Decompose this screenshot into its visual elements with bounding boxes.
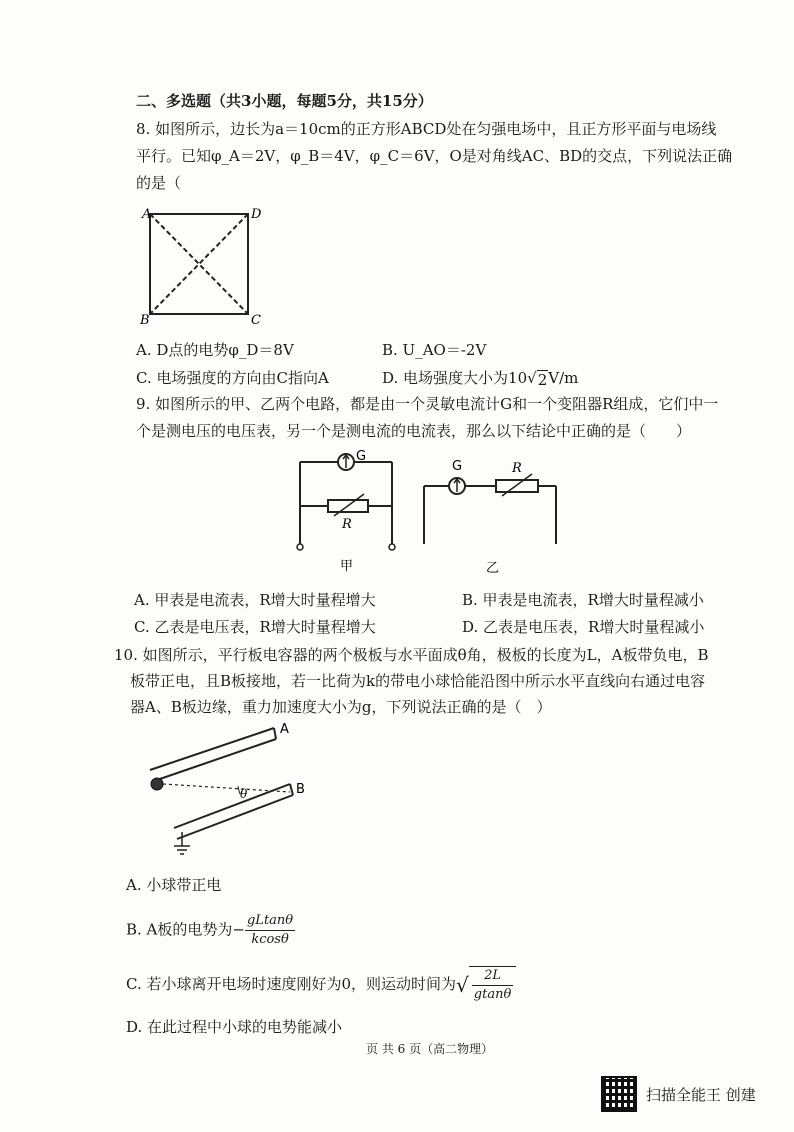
q8-option-d-prefix: D. 电场强度大小为10 — [382, 369, 528, 387]
q8-option-d-radicand: 2 — [537, 370, 548, 389]
q8-square-figure — [130, 200, 270, 330]
q10-option-c-radical — [469, 966, 517, 1004]
q10-option-c: C. 若小球离开电场时速度刚好为0，则运动时间为√ $\frac{2L}{gtan\theta}$ — [126, 966, 516, 1004]
q8-option-b: B. U_AO＝-2V — [382, 341, 487, 359]
qr-code-icon — [601, 1076, 637, 1112]
q10-option-b-prefix: B. A板的电势为 — [126, 920, 233, 939]
q10-option-b-fraction — [245, 912, 295, 949]
q8-label-a: A — [142, 207, 152, 222]
q9-caption-jia: 甲 — [340, 559, 354, 574]
variable-resistor-icon — [496, 480, 538, 492]
q9-yi-g-label: G — [452, 459, 463, 474]
q10-option-b-numerator: gLtanθ — [245, 912, 295, 931]
q10-label-a: A — [280, 722, 289, 737]
q9-jia-g-label: G — [356, 449, 367, 464]
section-title: 二、多选题（共3小题，每题5分，共15分） — [136, 92, 433, 110]
q8-option-d-unit: V/m — [548, 369, 579, 387]
circuit-yi — [424, 459, 556, 576]
q9-jia-r-label: R — [342, 517, 352, 532]
q8-label-d: D — [251, 207, 262, 222]
q10-theta-label: θ — [240, 787, 248, 801]
q10-label-b: B — [296, 782, 305, 797]
q9-yi-r-label: R — [512, 461, 522, 476]
q8-text-line3: 的是（ — [136, 174, 182, 192]
q10-option-d: D. 在此过程中小球的电势能减小 — [126, 1018, 343, 1036]
q9-circuit-figure — [290, 448, 570, 578]
q9-option-d: D. 乙表是电压表，R增大时量程减小 — [462, 618, 705, 636]
q8-label-c: C — [251, 313, 261, 328]
scanner-brand: 扫描全能王 创建 — [646, 1086, 756, 1104]
q9-option-a: A. 甲表是电流表，R增大时量程增大 — [134, 591, 376, 609]
q10-text-line1: 10. 如图所示，平行板电容器的两个极板与水平面成θ角，极板的长度为L，A板带负电，B — [114, 646, 709, 664]
q8-text-line2: 平行。已知φ_A＝2V，φ_B＝4V，φ_C＝6V，O是对角线AC、BD的交点，下列说法正确 — [136, 147, 733, 165]
q9-text-line2: 个是测电压的电压表，另一个是测电流的电流表，那么以下结论中正确的是（ ） — [136, 422, 692, 440]
q8-text-line1: 8. 如图所示，边长为a＝10cm的正方形ABCD处在匀强电场中，且正方形平面与电场线 — [136, 120, 717, 138]
q10-text-line2: 板带正电，且B板接地，若一比荷为k的带电小球恰能沿图中所示水平直线向右通过电容 — [130, 672, 706, 690]
q8-option-c: C. 电场强度的方向由C指向A — [136, 369, 329, 387]
charged-ball-icon — [151, 778, 163, 790]
plate-a — [150, 722, 289, 781]
q9-option-b: B. 甲表是电流表，R增大时量程减小 — [462, 591, 704, 609]
q10-option-a: A. 小球带正电 — [126, 876, 222, 894]
q8-option-a: A. D点的电势φ_D＝8V — [136, 341, 294, 359]
q10-option-b: B. A板的电势为− $\frac{gLtan\theta}{kcos\theta}$ — [126, 913, 294, 947]
q10-option-c-denominator: gtanθ — [473, 987, 512, 1002]
circuit-jia — [297, 449, 395, 574]
q10-text-line3: 器A、B板边缘，重力加速度大小为g，下列说法正确的是（ ） — [130, 698, 552, 716]
q9-text-line1: 9. 如图所示的甲、乙两个电路，都是由一个灵敏电流计G和一个变阻器R组成，它们中一 — [136, 395, 719, 413]
q10-option-c-numerator: 2L — [472, 967, 514, 986]
q9-caption-yi: 乙 — [486, 561, 500, 576]
page-footer: 页 共 6 页（高二物理） — [366, 1042, 494, 1056]
q10-capacitor-figure — [130, 718, 330, 858]
q10-option-c-prefix: C. 若小球离开电场时速度刚好为0，则运动时间为 — [126, 975, 457, 993]
q8-label-b: B — [140, 313, 150, 328]
q8-option-d: D. 电场强度大小为10√2V/m — [382, 369, 579, 389]
q9-option-c: C. 乙表是电压表，R增大时量程增大 — [134, 618, 376, 636]
q10-option-b-denominator: kcosθ — [251, 932, 289, 947]
